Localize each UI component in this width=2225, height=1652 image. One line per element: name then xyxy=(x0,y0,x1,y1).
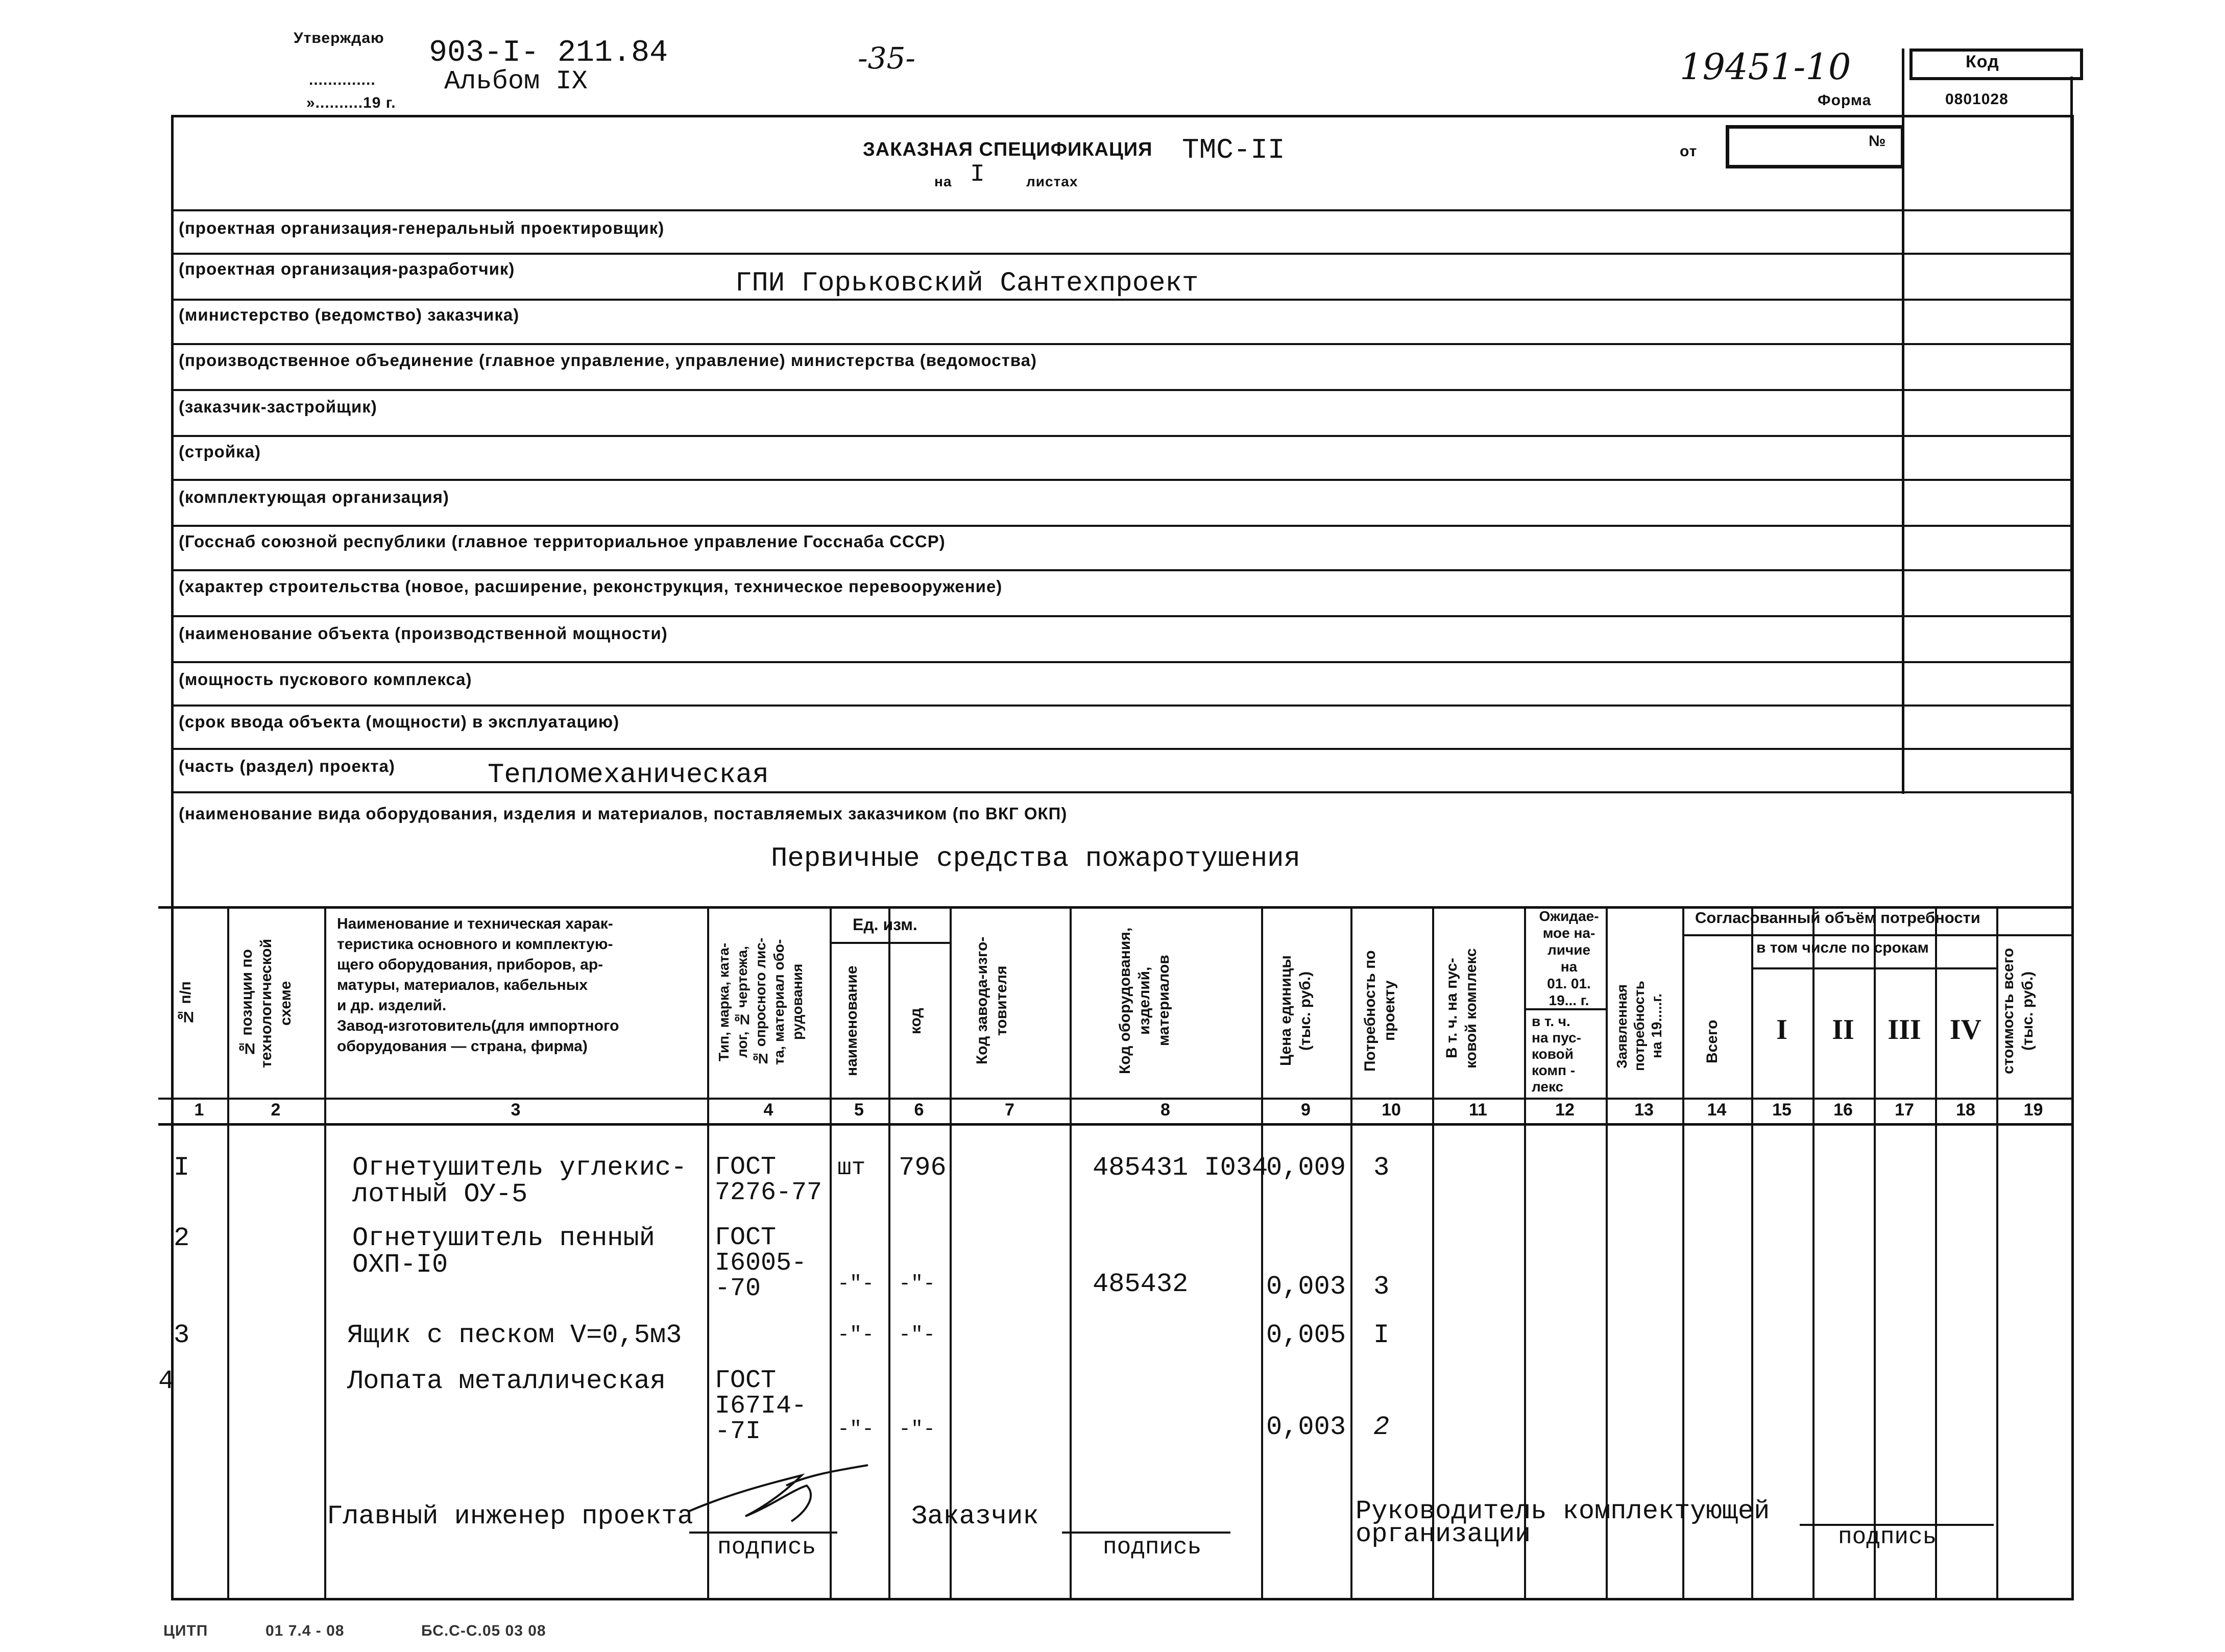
row2-type: ГОСТ I6005- -70 xyxy=(715,1223,807,1303)
row2-price: 0,003 xyxy=(1266,1272,1346,1302)
column-number-rule xyxy=(158,1123,2074,1126)
field-row-rule xyxy=(174,435,2073,437)
field-label-supplier-org: (комплектующая организация) xyxy=(179,488,449,506)
row4-unit: -"- xyxy=(837,1418,875,1441)
podpis-2: подпись xyxy=(1103,1534,1202,1561)
sheets-value: I xyxy=(970,161,985,188)
doc-number: 903-I- 211.84 xyxy=(429,36,668,70)
hdr-c9: Цена единицы (тыс. руб.) xyxy=(1277,955,1314,1066)
hdr-by-terms: в том числе по срокам xyxy=(1756,939,1929,956)
hdr-c12b: в т. ч. на пус- ковой комп - лекс xyxy=(1532,1013,1581,1095)
col-num-7: 7 xyxy=(1005,1100,1014,1120)
col-num-19: 19 xyxy=(2023,1100,2043,1120)
field-row-rule xyxy=(174,791,2073,793)
row4-type: ГОСТ I67I4- -7I xyxy=(715,1366,807,1446)
row3-need: I xyxy=(1373,1320,1390,1350)
head-label-line1: Руководитель комплектующей xyxy=(1356,1496,1770,1526)
forma-code: 0801028 xyxy=(1945,91,2009,108)
hdr-c19: стоимость всего (тыс. руб.) xyxy=(2000,948,2036,1074)
row4-num: 4 xyxy=(158,1366,175,1396)
field-label-general-designer: (проектная организация-генеральный проектировщик) xyxy=(179,218,665,237)
approve-label: Утверждаю xyxy=(294,30,384,46)
col-num-6: 6 xyxy=(914,1100,924,1120)
row1-need: 3 xyxy=(1373,1153,1390,1183)
row1-name: Огнетушитель углекис- лотный ОУ-5 xyxy=(352,1153,687,1209)
podpis-1: подпись xyxy=(717,1534,816,1561)
field-value-project-part: Тепломеханическая xyxy=(488,760,769,791)
row3-price: 0,005 xyxy=(1266,1320,1346,1350)
field-row-rule xyxy=(174,569,2073,571)
hdr-c6: код xyxy=(907,1008,924,1034)
field-label-startup-capacity: (мощность пускового комплекса) xyxy=(179,670,472,689)
col-num-18: 18 xyxy=(1956,1100,1975,1120)
col-num-9: 9 xyxy=(1301,1100,1311,1120)
field-row-rule xyxy=(174,704,2073,707)
col-num-1: 1 xyxy=(194,1100,204,1120)
hdr-c4: Тип, марка, ката- лог, № чертежа, № опросного лис- та, материал обо- рудования xyxy=(716,937,805,1066)
approve-date: »..........19 г. xyxy=(306,94,396,111)
footer-a: ЦИТП xyxy=(163,1622,208,1639)
table-column-rule xyxy=(1812,908,1815,1598)
customer-signature-line xyxy=(1062,1532,1230,1534)
col-num-12: 12 xyxy=(1555,1100,1575,1120)
table-column-rule xyxy=(1996,908,1998,1598)
row2-unit: -"- xyxy=(837,1273,875,1296)
customer-label: Заказчик xyxy=(911,1501,1039,1532)
row2-equip-code: 485432 xyxy=(1093,1269,1189,1299)
field-row-rule xyxy=(174,253,2073,255)
spec-title-code: ТМС-II xyxy=(1182,134,1285,166)
row3-num: 3 xyxy=(174,1320,190,1350)
row3-unit-code: -"- xyxy=(899,1324,936,1347)
field-label-project-part: (часть (раздел) проекта) xyxy=(179,757,395,775)
field-label-construction: (стройка) xyxy=(179,442,261,461)
row1-type: ГОСТ 7276-77 xyxy=(715,1153,823,1207)
table-column-rule xyxy=(1606,908,1608,1598)
row2-num: 2 xyxy=(174,1223,190,1253)
field-row-rule xyxy=(174,661,2073,663)
hdr-c8: Код оборудования, изделий, материалов xyxy=(1117,927,1172,1074)
col-num-4: 4 xyxy=(763,1100,773,1120)
col-num-3: 3 xyxy=(511,1100,521,1120)
table-column-rule xyxy=(324,908,326,1598)
hdr-c1: № п/п xyxy=(177,981,194,1025)
field-label-commissioning-date: (срок ввода объекта (мощности) в эксплуатацию) xyxy=(179,712,620,731)
equipment-kind-label: (наименование вида оборудования, изделия и материалов, поставляемых заказчиком (по ВКГ ОКП) xyxy=(179,804,1068,823)
hdr-c10: Потребность по проекту xyxy=(1362,950,1398,1072)
ot-label: от xyxy=(1680,143,1698,160)
col-num-13: 13 xyxy=(1634,1100,1654,1120)
table-column-rule xyxy=(888,908,890,1598)
table-column-rule xyxy=(1261,908,1263,1598)
spec-title: ЗАКАЗНАЯ СПЕЦИФИКАЦИЯ xyxy=(863,139,1153,160)
table-column-rule xyxy=(1432,908,1434,1598)
col-num-8: 8 xyxy=(1160,1100,1170,1120)
field-value-developer: ГПИ Горьковский Сантехпроект xyxy=(735,268,1199,299)
hdr-c11: В т. ч. на пус- ковой комплекс xyxy=(1443,948,1480,1068)
forma-label: Форма xyxy=(1818,92,1872,109)
podpis-3: подпись xyxy=(1838,1524,1937,1550)
table-column-rule xyxy=(1682,908,1684,1598)
row3-unit: -"- xyxy=(837,1324,875,1347)
sheets-prefix: на xyxy=(934,174,952,189)
chief-engineer-label: Главный инженер проекта xyxy=(327,1501,693,1532)
row2-need: 3 xyxy=(1373,1272,1390,1302)
row3-name: Ящик с песком V=0,5м3 xyxy=(347,1320,682,1350)
col-num-10: 10 xyxy=(1382,1100,1401,1120)
hdr-c17: III xyxy=(1888,1014,1921,1046)
field-row-rule xyxy=(174,525,2073,527)
row4-unit-code: -"- xyxy=(899,1418,936,1441)
field-label-customer-developer: (заказчик-застройщик) xyxy=(179,397,377,416)
field-row-rule xyxy=(174,343,2073,345)
head-label-line2: организации xyxy=(1356,1519,1531,1549)
field-label-object-name: (наименование объекта (производственной мощности) xyxy=(179,624,668,643)
hdr-c5: наименование xyxy=(843,965,860,1077)
row4-need: 2 xyxy=(1373,1412,1390,1442)
col-num-14: 14 xyxy=(1707,1100,1727,1120)
row1-unit-code: 796 xyxy=(899,1153,947,1183)
approve-dots: .............. xyxy=(309,71,376,88)
table-column-rule xyxy=(1935,908,1937,1598)
field-row-rule xyxy=(174,748,2073,750)
album-label: Альбом IX xyxy=(444,66,588,96)
table-column-rule xyxy=(1350,908,1352,1598)
hdr-agreed-group: Согласованный объём потребности xyxy=(1695,909,1980,927)
no-label: № xyxy=(1869,133,1887,150)
handwritten-code: 19451-10 xyxy=(1680,46,1851,88)
equipment-kind-value: Первичные средства пожаротушения xyxy=(771,843,1300,874)
table-column-rule xyxy=(1524,908,1526,1598)
table-column-rule xyxy=(227,908,229,1598)
chief-signature-scribble xyxy=(684,1455,878,1532)
field-label-developer: (проектная организация-разработчик) xyxy=(179,259,515,278)
hdr-c14: Всего xyxy=(1704,1019,1721,1063)
footer-c: БС.С-С.05 03 08 xyxy=(421,1622,546,1639)
field-row-rule xyxy=(174,479,2073,481)
field-row-rule xyxy=(174,615,2073,617)
row4-name: Лопата металлическая xyxy=(347,1366,666,1396)
hdr-c13: Заявленная потребность на 19.....г. xyxy=(1614,981,1664,1072)
row4-price: 0,003 xyxy=(1266,1412,1346,1442)
unit-group-rule xyxy=(830,942,950,944)
table-column-rule xyxy=(1751,908,1753,1598)
field-label-ministry: (министерство (ведомство) заказчика) xyxy=(179,305,520,324)
chief-signature-line xyxy=(689,1532,837,1534)
field-label-construction-type: (характер строительства (новое, расширение, реконструкция, техническое перевооружение) xyxy=(179,577,1003,596)
col-num-16: 16 xyxy=(1833,1100,1853,1120)
kod-label: Код xyxy=(1966,52,1999,71)
hdr-c15: I xyxy=(1776,1014,1787,1046)
col-num-5: 5 xyxy=(854,1100,864,1120)
header-bottom-rule xyxy=(158,1098,2074,1100)
hdr-c7: Код завода-изго- товителя xyxy=(974,936,1010,1065)
row2-unit-code: -"- xyxy=(899,1273,936,1296)
col-num-2: 2 xyxy=(271,1100,281,1120)
field-label-gossnab: (Госснаб союзной республики (главное территориальное управление Госснаба СССР) xyxy=(179,532,946,551)
sheets-suffix: листах xyxy=(1026,174,1078,189)
by-terms-rule xyxy=(1751,967,1996,969)
table-column-rule xyxy=(1070,908,1072,1598)
field-label-production-union: (производственное объединение (главное управление, управление) министерства (ведомоства) xyxy=(179,351,1037,370)
hdr-c16: II xyxy=(1832,1014,1854,1046)
table-column-rule xyxy=(950,908,952,1598)
hdr-c2: № позиции по технологической схеме xyxy=(238,938,294,1068)
row1-unit: шт xyxy=(837,1155,866,1181)
page-number: -35- xyxy=(858,41,915,76)
hdr-c12: Ожидае- мое на- личие на 01. 01. 19... г. xyxy=(1539,908,1599,1008)
col-num-11: 11 xyxy=(1469,1100,1487,1120)
field-row-rule xyxy=(174,209,2073,211)
footer-b: 01 7.4 - 08 xyxy=(265,1622,345,1639)
hdr-c18: IV xyxy=(1949,1014,1982,1046)
hdr-c3: Наименование и техническая харак- теристика основного и комплектую- щего оборудования, приборов, ар- матуры, материалов, кабельных и др. изделий. Завод-изготовитель(для импортного оборудования — страна, фирма) xyxy=(337,915,619,1055)
hdr-unit-group: Ед. изм. xyxy=(853,915,917,934)
table-column-rule xyxy=(1874,908,1876,1598)
row1-num: I xyxy=(174,1153,190,1183)
col-num-15: 15 xyxy=(1772,1100,1792,1120)
col-num-17: 17 xyxy=(1895,1100,1914,1120)
row1-equip-code: 485431 I034 xyxy=(1093,1153,1268,1183)
row1-price: 0,009 xyxy=(1266,1153,1346,1183)
field-row-rule xyxy=(174,389,2073,391)
row2-name: Огнетушитель пенный ОХП-I0 xyxy=(352,1223,655,1280)
